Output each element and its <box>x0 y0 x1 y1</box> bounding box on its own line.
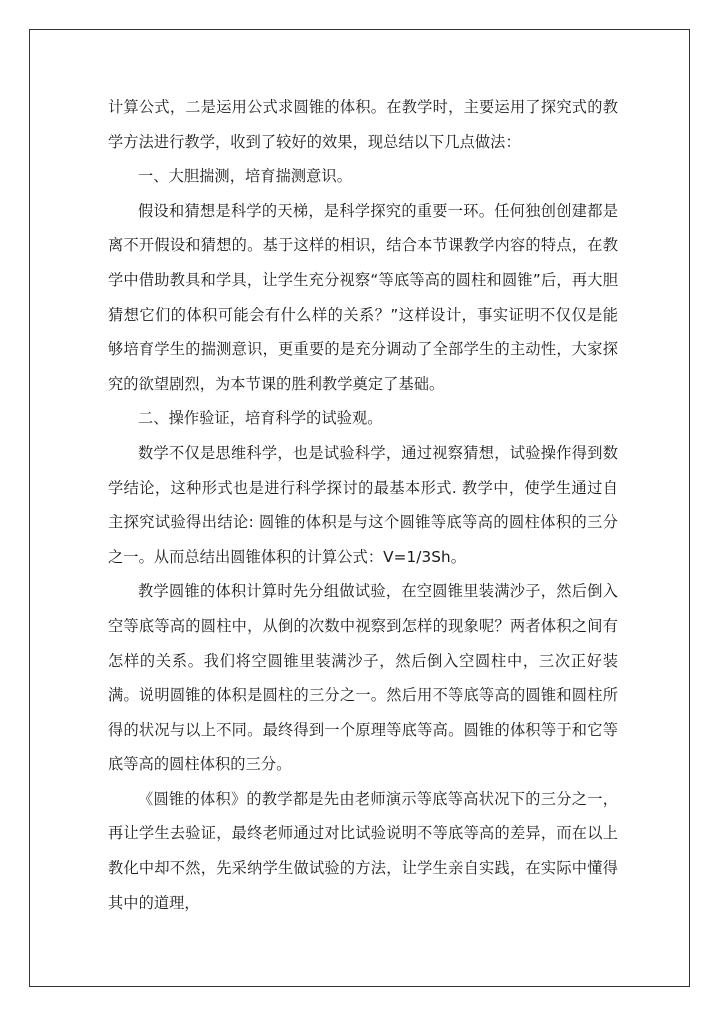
paragraph-teaching-comparison: 《圆锥的体积》的教学都是先由老师演示等底等高状况下的三分之一，再让学生去验证，最终老师通过对比试验说明不等底等高的差异，而在以上教化中却不然，先采纳学生做试验的方法，让学生亲自实践，在实际中懂得其中的道理， <box>108 789 618 912</box>
section-heading-2: 二、操作验证，培育科学的试验观。 <box>138 409 383 428</box>
paragraph-intro-continuation: 计算公式，二是运用公式求圆锥的体积。在教学时，主要运用了探究式的教学方法进行教学，收到了较好的效果，现总结以下几点做法： <box>108 98 618 151</box>
document-body <box>108 90 618 920</box>
paragraph-hypothesis: 假设和猜想是科学的天梯，是科学探究的重要一环。任何独创创建都是离不开假设和猜想的。基于这样的相识，结合本节课教学内容的特点，在教学中借助教具和学具，让学生充分视察“等底等高的圆柱和圆锥”后，再大胆猜想它们的体积可能会有什么样的关系？”这样设计，事实证明不仅仅是能够培育学生的揣测意识，更重要的是充分调动了全部学生的主动性，大家探究的欲望剧烈，为本节课的胜利教学奠定了基础。 <box>108 201 618 393</box>
section-heading-1: 一、大胆揣测，培育揣测意识。 <box>138 167 353 186</box>
paragraph-experiment-science: 数学不仅是思维科学，也是试验科学，通过视察猜想，试验操作得到数学结论，这种形式也是进行科学探讨的最基本形式. 教学中，使学生通过自主探究试验得出结论: 圆锥的体积是与这个圆锥等底等高的圆柱体积的三分之一。从而总结出圆锥体积的计算公式：V=1/3Sh。 <box>108 443 618 566</box>
paragraph-cone-volume-experiment: 教学圆锥的体积计算时先分组做试验，在空圆锥里装满沙子，然后倒入空等底等高的圆柱中，从倒的次数中视察到怎样的现象呢？两者体积之间有怎样的关系。我们将空圆锥里装满沙子，然后倒入空圆柱中，三次正好装满。说明圆锥的体积是圆柱的三分之一。然后用不等底等高的圆锥和圆柱所得的状况与以上不同。最终得到一个原理等底等高。圆锥的体积等于和它等底等高的圆柱体积的三分。 <box>108 582 618 774</box>
